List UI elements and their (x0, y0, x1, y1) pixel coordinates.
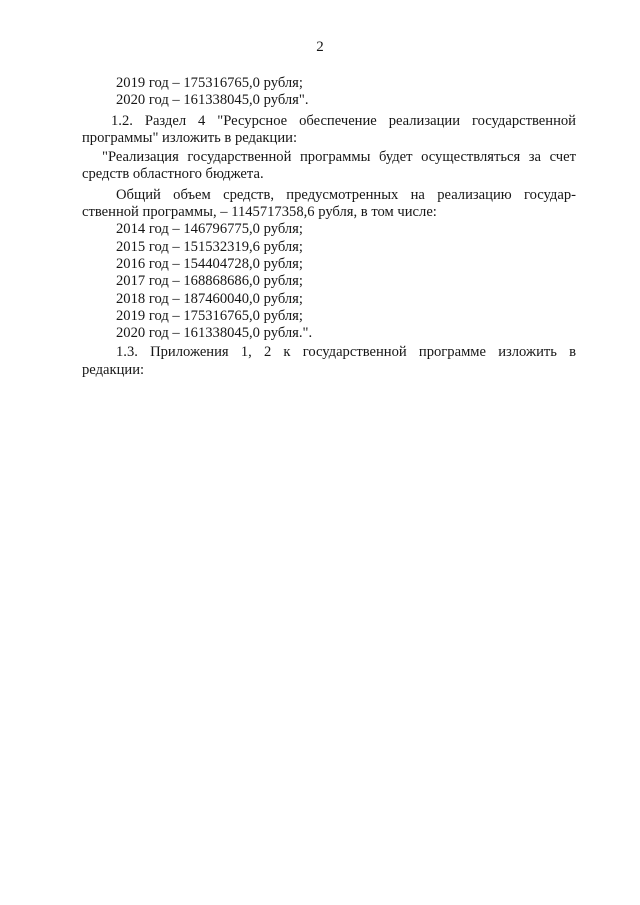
budget-line-2015: 2015 год – 151532319,6 рубля; (116, 238, 303, 255)
total-paragraph-line-1: Общий объем средств, предусмотренных на реализацию государ- (116, 186, 576, 203)
budget-line-2020: 2020 год – 161338045,0 рубля.". (116, 325, 313, 342)
budget-line-2018: 2018 год – 187460040,0 рубля; (116, 290, 303, 307)
section-1-3 (82, 344, 576, 379)
budget-line-2019: 2019 год – 175316765,0 рубля; (116, 307, 303, 324)
document-body (82, 75, 576, 379)
page-number: 2 (316, 39, 324, 55)
section-1-2-line-2: программы" изложить в редакции: (82, 129, 298, 146)
quote-paragraph (82, 149, 576, 184)
section-1-2 (82, 113, 576, 148)
budget-line-2014: 2014 год – 146796775,0 рубля; (116, 221, 303, 238)
total-paragraph (82, 187, 576, 222)
budget-years-list (82, 221, 576, 342)
total-paragraph-line-2: ственной программы, – 1145717358,6 рубля, в том числе: (82, 204, 437, 221)
budget-line-2019-top: 2019 год – 175316765,0 рубля; (116, 75, 303, 91)
section-1-3-line-2: редакции: (82, 361, 145, 378)
section-1-3-line-1: 1.3. Приложения 1, 2 к государственной программе изложить в (116, 344, 576, 361)
budget-line-2017: 2017 год – 168868686,0 рубля; (116, 273, 303, 290)
quote-paragraph-line-1: "Реализация государственной программы будет осуществляться за счет (102, 149, 576, 166)
section-1-2-line-1: 1.2. Раздел 4 "Ресурсное обеспечение реализации государственной (111, 112, 576, 129)
quote-paragraph-line-2: средств областного бюджета. (82, 166, 264, 183)
budget-line-2020-top: 2020 год – 161338045,0 рубля". (116, 92, 309, 109)
budget-line-2016: 2016 год – 154404728,0 рубля; (116, 255, 303, 272)
